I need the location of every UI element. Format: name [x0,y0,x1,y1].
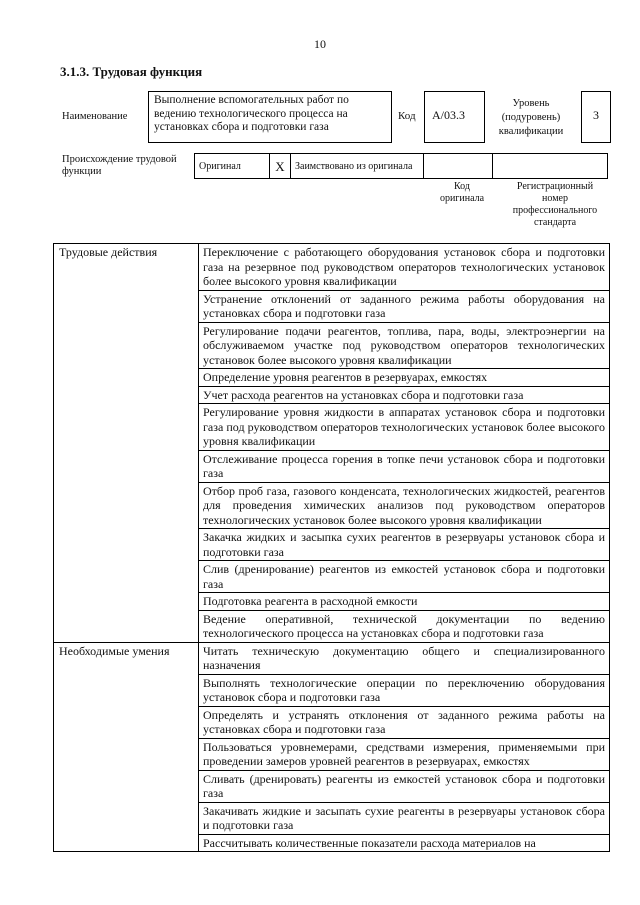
original-code-cell [424,154,493,179]
code-value-box: А/03.3 [424,91,485,143]
section-item: Определять и устранять отклонения от заданного режима работы на установках сбора и подготовки газа [199,706,610,738]
section-item: Закачка жидких и засыпка сухих реагентов в резервуары установок сбора и подготовки газа [199,529,610,561]
level-label [490,97,572,139]
section-item: Рассчитывать количественные показатели расхода материалов на [199,834,610,852]
section-item: Подготовка реагента в расходной емкости [199,593,610,611]
original-label: Оригинал [199,160,241,172]
section-item: Сливать (дренировать) реагенты из емкостей установок сбора и подготовки газа [199,770,610,802]
reg-caption-line-1: Регистрационный [516,181,594,192]
section-item: Регулирование уровня жидкости в аппаратах установок сбора и подготовки газа под руководством операторов технологических установок более высокого уровня квалификации [199,404,610,451]
name-label: Наименование [62,111,128,122]
section-title: Необходимые умения [54,642,199,852]
section-item: Устранение отклонений от заданного режима работы оборудования на установках сбора и подготовки газа [199,290,610,322]
section-item: Регулирование подачи реагентов, топлива, пара, воды, электроэнергии на обслуживаемом участке под руководством операторов технологических установок более высокого уровня квалификации [199,322,610,369]
section-item: Слив (дренирование) реагентов из емкостей установок сбора и подготовки газа [199,561,610,593]
reg-caption-line-2: номер [542,193,568,204]
section-item: Читать техническую документацию общего и специализированного назначения [199,642,610,674]
section-item: Учет расхода реагентов на установках сбора и подготовки газа [199,386,610,404]
origin-table [194,153,608,179]
section-heading: 3.1.3. Трудовая функция [60,64,203,79]
table-row [54,642,610,674]
reg-caption-line-3: профессионального [512,205,598,216]
section-item: Определение уровня реагентов в резервуарах, емкостях [199,369,610,387]
original-label-cell [195,154,270,179]
code-caption-line-1: Код [454,181,470,192]
code-caption-line-2: оригинала [439,193,485,204]
function-name-box: Выполнение вспомогательных работ по ведению технологического процесса на установках сбора и подготовки газа [148,91,392,143]
origin-label: Происхождение трудовой функции [62,154,177,177]
table-row [54,244,610,291]
level-label-line-1: Уровень [512,98,550,109]
registration-caption [505,181,605,229]
original-mark-cell [270,154,291,179]
section-item: Отбор проб газа, газового конденсата, технологических жидкостей, реагентов для проведения химических анализов под руководством операторов технологических установок более высокого уровня квалификации [199,482,610,529]
code-caption [432,181,492,205]
level-label-line-3: квалификации [498,126,564,137]
section-item: Выполнять технологические операции по переключению оборудования установок сбора и подготовки газа [199,674,610,706]
level-label-line-2: (подуровень) [501,112,561,123]
code-label: Код [398,110,416,122]
level-value-box: 3 [581,91,611,143]
borrowed-label-cell [291,154,424,179]
section-item: Переключение с работающего оборудования установок сбора и подготовки газа на резервное под руководством операторов технологических установок более высокого уровня квалификации [199,244,610,291]
function-details-table [53,243,610,852]
section-item: Ведение оперативной, технической документации по ведению технологического процесса на установках сбора и подготовки газа [199,610,610,642]
section-item: Пользоваться уровнемерами, средствами измерения, применяемыми при проведении замеров уровней реагентов в резервуарах, емкостях [199,738,610,770]
section-item: Закачивать жидкие и засыпать сухие реагенты в резервуары установок сбора и подготовки газа [199,802,610,834]
original-mark: X [275,158,285,174]
borrowed-label: Заимствовано из оригинала [295,160,413,172]
registration-number-cell [493,154,608,179]
section-title: Трудовые действия [54,244,199,643]
section-item: Отслеживание процесса горения в топке печи установок сбора и подготовки газа [199,450,610,482]
reg-caption-line-4: стандарта [533,217,577,228]
page-number: 10 [314,37,326,51]
